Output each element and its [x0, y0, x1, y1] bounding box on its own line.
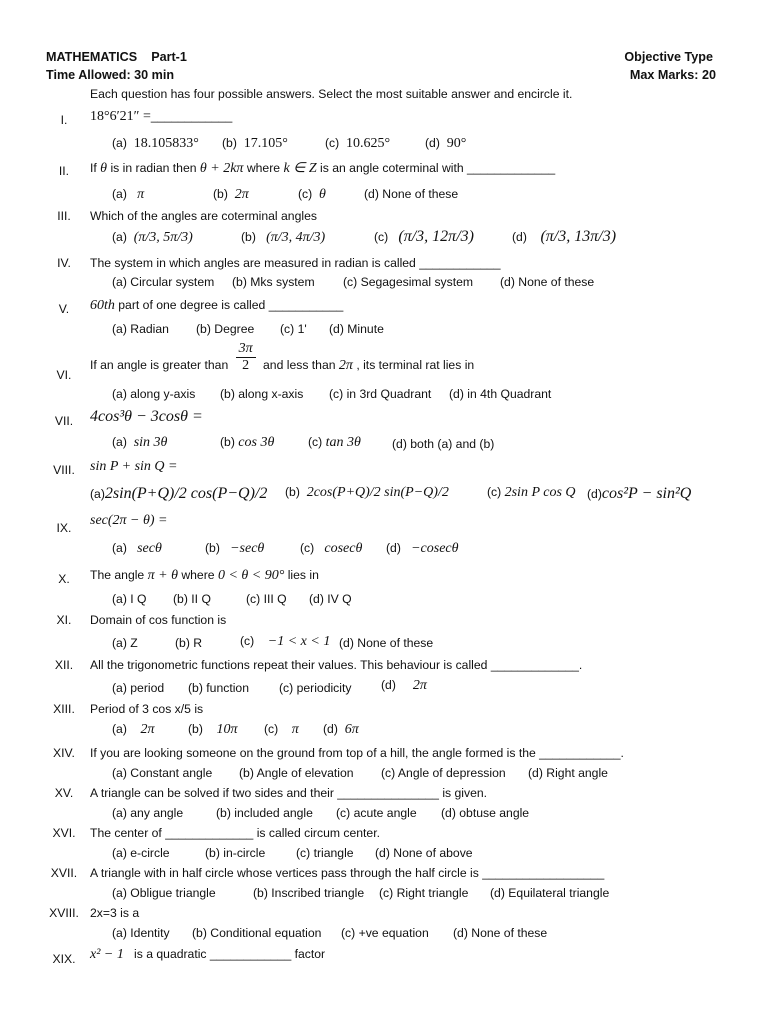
option-a[interactable]: (a) 18.105833°	[112, 136, 199, 151]
option-d[interactable]: (d) 6π	[323, 722, 359, 737]
question-number: XII.	[54, 658, 74, 672]
option-a[interactable]: (a) I Q	[112, 592, 147, 606]
option-c[interactable]: (c) θ	[298, 187, 326, 202]
option-a[interactable]: (a) Identity	[112, 926, 170, 940]
option-b[interactable]: (b) Mks system	[232, 275, 315, 289]
option-a[interactable]: (a) Z	[112, 636, 138, 650]
option-c[interactable]: (c) periodicity	[279, 681, 352, 695]
option-d[interactable]: (d) None of above	[375, 846, 473, 860]
question-number: II.	[58, 164, 70, 178]
question-number: XIII.	[53, 702, 75, 716]
option-c[interactable]: (c) π	[264, 722, 299, 737]
question-number: XVIII.	[49, 906, 79, 920]
option-c[interactable]: (c) +ve equation	[341, 926, 429, 940]
option-d[interactable]: (d) Minute	[329, 322, 384, 336]
option-b[interactable]: (b) II Q	[173, 592, 211, 606]
option-c[interactable]: (c) tan 3θ	[308, 435, 361, 450]
option-a[interactable]: (a) 2π	[112, 722, 155, 737]
question-text: Which of the angles are coterminal angles	[90, 209, 317, 223]
option-c[interactable]: (c) Angle of depression	[381, 766, 506, 780]
question-number: XVI.	[52, 826, 76, 840]
option-b[interactable]: (b) Inscribed triangle	[253, 886, 365, 900]
option-d[interactable]: (d) IV Q	[309, 592, 352, 606]
option-a[interactable]: (a) along y-axis	[112, 387, 196, 401]
option-a[interactable]: (a) secθ	[112, 541, 162, 556]
option-d[interactable]: (d) in 4th Quadrant	[449, 387, 552, 401]
question-number: XVII.	[50, 866, 78, 880]
question-text: sec(2π − θ) =	[90, 513, 168, 528]
question-text: The system in which angles are measured in radian is called ____________	[90, 256, 501, 270]
option-a[interactable]: (a) Circular system	[112, 275, 215, 289]
question-text: 2x=3 is a	[90, 906, 140, 920]
option-d[interactable]: (d) both (a) and (b)	[392, 437, 495, 451]
question-text: A triangle can be solved if two sides and their _______________ is given.	[90, 786, 488, 800]
option-a[interactable]: (a) period	[112, 681, 165, 695]
question-text: If you are looking someone on the ground from top of a hill, the angle formed is the ____________.	[90, 746, 624, 760]
option-c[interactable]: (c) Right triangle	[379, 886, 469, 900]
option-d[interactable]: (d)cos²P − sin²Q	[587, 485, 692, 502]
option-b[interactable]: (b) 2cos(P+Q)/2 sin(P−Q)/2	[285, 485, 449, 500]
question-number: XI.	[56, 613, 72, 627]
option-b[interactable]: (b) −secθ	[205, 541, 265, 556]
option-a[interactable]: (a) π	[112, 187, 145, 202]
option-b[interactable]: (b) function	[188, 681, 249, 695]
option-c[interactable]: (c) cosecθ	[300, 541, 363, 556]
question-number: V.	[58, 302, 70, 316]
option-b[interactable]: (b) included angle	[216, 806, 313, 820]
question-text: The center of _____________ is called circum center.	[90, 826, 380, 840]
question-text: x² − 1 is a quadratic ____________ factor	[90, 947, 326, 962]
question-number: IV.	[57, 256, 71, 270]
option-d[interactable]: (d) Equilateral triangle	[490, 886, 610, 900]
question-text: Domain of cos function is	[90, 613, 227, 627]
option-c[interactable]: (c) 2sin P cos Q	[487, 485, 576, 500]
option-d[interactable]: (d) 2π	[381, 678, 427, 693]
max-marks: Max Marks: 20	[629, 68, 716, 82]
subject-title: MATHEMATICS Part-1	[46, 50, 187, 64]
option-a[interactable]: (a)2sin(P+Q)/2 cos(P−Q)/2	[90, 485, 268, 502]
option-b[interactable]: (b) Conditional equation	[192, 926, 322, 940]
option-a[interactable]: (a) any angle	[112, 806, 184, 820]
question-number: VI.	[56, 368, 72, 382]
option-c[interactable]: (c) triangle	[296, 846, 354, 860]
question-text: 60th part of one degree is called ___________	[90, 298, 344, 313]
option-c[interactable]: (c) 1'	[280, 322, 307, 336]
question-text: The angle π + θ where 0 < θ < 90° lies in	[90, 568, 319, 583]
question-text: All the trigonometric functions repeat their values. This behaviour is called _____________.	[90, 658, 583, 672]
question-text: Period of 3 cos x/5 is	[90, 702, 204, 716]
question-number: XV.	[54, 786, 74, 800]
question-number: XIX.	[52, 952, 76, 966]
option-d[interactable]: (d) None of these	[364, 187, 459, 201]
option-b[interactable]: (b) along x-axis	[220, 387, 304, 401]
option-d[interactable]: (d) None of these	[500, 275, 595, 289]
option-d[interactable]: (d) (π/3, 13π/3)	[512, 228, 617, 245]
question-text: A triangle with in half circle whose vertices pass through the half circle is __________________	[90, 866, 605, 880]
option-a[interactable]: (a) (π/3, 5π/3)	[112, 230, 193, 245]
option-c[interactable]: (c) (π/3, 12π/3)	[374, 228, 474, 245]
option-c[interactable]: (c) Segagesimal system	[343, 275, 474, 289]
question-text: 4cos³θ − 3cosθ =	[90, 408, 203, 425]
option-b[interactable]: (b) 10π	[188, 722, 238, 737]
option-b[interactable]: (b) in-circle	[205, 846, 266, 860]
question-text: sin P + sin Q =	[90, 459, 178, 474]
option-d[interactable]: (d) None of these	[339, 636, 434, 650]
option-d[interactable]: (d) None of these	[453, 926, 548, 940]
question-number: IX.	[56, 521, 72, 535]
option-a[interactable]: (a) e-circle	[112, 846, 170, 860]
question-number: VII.	[54, 414, 74, 428]
question-number: X.	[58, 572, 70, 586]
option-a[interactable]: (a) Radian	[112, 322, 169, 336]
fraction: $\frac{3\pi}{2}$	[236, 341, 256, 374]
option-d[interactable]: (d) Right angle	[528, 766, 608, 780]
option-c[interactable]: (c) III Q	[246, 592, 287, 606]
option-c[interactable]: (c) 10.625°	[325, 136, 391, 151]
question-text: 18°6′21″ =____________	[90, 109, 233, 124]
question-number: III.	[57, 209, 71, 223]
option-b[interactable]: (b) R	[175, 636, 203, 650]
question-number: I.	[60, 113, 68, 127]
option-b[interactable]: (b) 17.105°	[222, 136, 288, 151]
paper-type: Objective Type	[624, 50, 713, 64]
part-label: Part-1	[151, 50, 187, 64]
option-c[interactable]: (c) acute angle	[336, 806, 417, 820]
option-c[interactable]: (c) −1 < x < 1	[240, 634, 331, 649]
option-b[interactable]: (b) cos 3θ	[220, 435, 275, 450]
question-number: VIII.	[53, 463, 75, 477]
question-text: If θ is in radian then θ + 2kπ where k ∈ Z is an angle coterminal with _____________	[90, 161, 556, 176]
instructions: Each question has four possible answers. Select the most suitable answer and encircle it.	[90, 87, 573, 101]
option-a[interactable]: (a) Constant angle	[112, 766, 213, 780]
option-d[interactable]: (d) 90°	[425, 136, 467, 151]
option-d[interactable]: (d) −cosecθ	[386, 541, 459, 556]
option-a[interactable]: (a) Obligue triangle	[112, 886, 216, 900]
question-text: If an angle is greater than $\frac{3\pi}{2}$ and less than 2π , its terminal rat lies in	[90, 341, 475, 373]
option-b[interactable]: (b) Degree	[196, 322, 255, 336]
option-b[interactable]: (b) 2π	[213, 187, 249, 202]
option-b[interactable]: (b) (π/3, 4π/3)	[241, 230, 326, 245]
option-a[interactable]: (a) sin 3θ	[112, 435, 168, 450]
time-allowed: Time Allowed: 30 min	[46, 68, 175, 82]
option-b[interactable]: (b) Angle of elevation	[239, 766, 354, 780]
question-number: XIV.	[53, 746, 75, 760]
option-c[interactable]: (c) in 3rd Quadrant	[329, 387, 432, 401]
option-d[interactable]: (d) obtuse angle	[441, 806, 530, 820]
